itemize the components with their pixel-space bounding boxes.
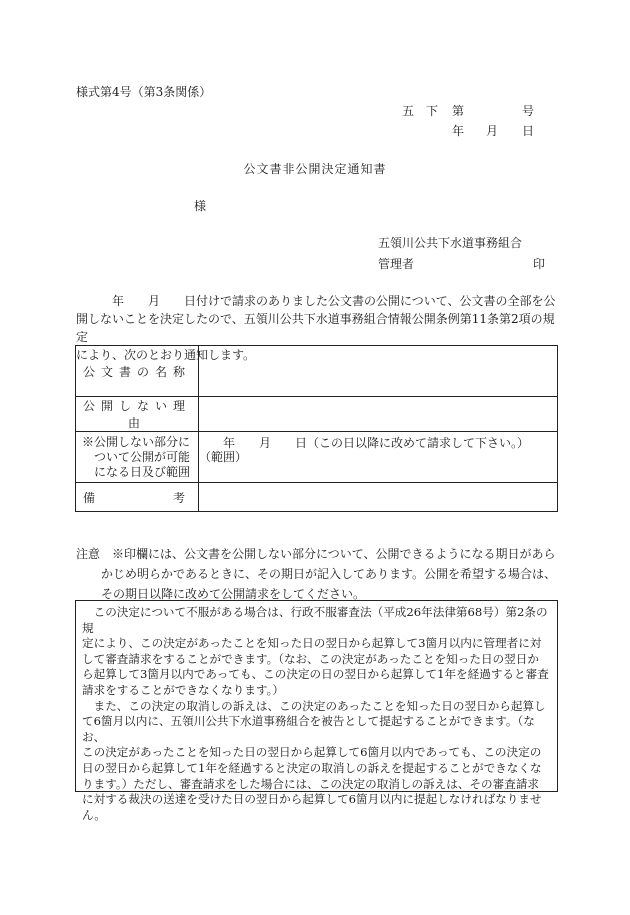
appeal-line: 日の翌日から起算して1年を経過すると決定の取消しの訴えを提起することができなくな bbox=[82, 760, 542, 775]
remarks-field[interactable] bbox=[199, 483, 558, 512]
date-year: 年 bbox=[452, 124, 465, 138]
appeal-line: 定により、この決定があったことを知った日の翌日から起算して3箇月以内に管理者に対 bbox=[82, 636, 542, 651]
label-line: ※公開しない部分に bbox=[82, 434, 191, 449]
appeal-line: て6箇月以内に、五領川公共下水道事務組合を被告として提起することができます。（なお、 bbox=[82, 714, 535, 744]
appeal-line: して審査請求をすることができます。（なお、この決定があったことを知った日の翌日か bbox=[82, 651, 539, 666]
doc-number-suffix: 号 bbox=[522, 104, 535, 118]
note-line: 注意 ※印欄には、公文書を公開しない部分について、公開できるようになる期日があら bbox=[76, 547, 556, 561]
label-line: になる日及び範囲 bbox=[82, 464, 191, 479]
disclosure-scope-text: （範囲） bbox=[199, 450, 248, 464]
appeal-notice-box bbox=[75, 600, 558, 822]
doc-name-label: 公文書の名称 bbox=[76, 346, 199, 397]
appeal-line: ら起算して3箇月以内であっても、この決定の日の翌日から起算して1年を経過すると審査 bbox=[82, 667, 549, 682]
table-row bbox=[76, 346, 558, 397]
table-row bbox=[76, 483, 558, 512]
form-number: 様式第4号（第3条関係） bbox=[76, 85, 212, 99]
addressee: 様 bbox=[194, 199, 207, 213]
appeal-line: に対する裁決の送達を受けた日の翌日から起算して6箇月以内に提起しなければなりませ bbox=[82, 792, 542, 807]
appeal-line: この決定があったことを知った日の翌日から起算して6箇月以内であっても、この決定の bbox=[82, 745, 542, 760]
page-title: 公文書非公開決定通知書 bbox=[243, 162, 387, 176]
body-line: により、次のとおり通知します。 bbox=[76, 348, 256, 362]
table-row bbox=[76, 397, 558, 432]
body-line: 開しないことを決定したので、五領川公共下水道事務組合情報公開条例第11条第2項の規定 bbox=[76, 312, 555, 344]
issuer-manager: 管理者 bbox=[378, 257, 415, 271]
body-line: 年 月 日付けで請求のありました公文書の公開について、公文書の全部を公 bbox=[76, 294, 556, 308]
note-line: その期日以降に改めて公開請求をしてください。 bbox=[101, 587, 366, 601]
table-row bbox=[76, 432, 558, 483]
disclosure-date-text: 年 月 日（この日以降に改めて請求して下さい。） bbox=[199, 436, 530, 450]
appeal-notice-text bbox=[82, 605, 553, 823]
appeal-line: ります。）ただし、審査請求をした場合には、この決定の取消しの訴えは、その審査請求 bbox=[82, 776, 540, 791]
date-month: 月 bbox=[486, 124, 499, 138]
doc-number-prefix: 五 bbox=[402, 104, 415, 118]
notes bbox=[76, 544, 560, 604]
disclosure-date-label bbox=[76, 432, 199, 483]
remarks-label: 備 考 bbox=[76, 483, 199, 512]
doc-number-mid: 下 bbox=[426, 104, 439, 118]
appeal-line: この決定について不服がある場合は、行政不服審査法（平成26年法律第68号）第2条の規 bbox=[82, 605, 548, 635]
appeal-line: ん。 bbox=[82, 807, 106, 822]
disclosure-date-field[interactable] bbox=[199, 432, 558, 483]
doc-number-third: 第 bbox=[452, 104, 465, 118]
date-day: 日 bbox=[522, 124, 535, 138]
reason-label: 公開しない理由 bbox=[76, 397, 199, 432]
issuer-org: 五領川公共下水道事務組合 bbox=[378, 236, 523, 250]
seal-mark: 印 bbox=[533, 257, 546, 271]
appeal-line: 請求をすることができなくなります。） bbox=[82, 682, 284, 697]
doc-name-field[interactable] bbox=[199, 346, 558, 397]
note-line: かじめ明らかであるときに、その期日が記入してあります。公開を希望する場合は、 bbox=[101, 567, 557, 581]
label-line: ついて公開が可能 bbox=[82, 449, 191, 464]
appeal-line: また、この決定の取消しの訴えは、この決定のあったことを知った日の翌日から起算し bbox=[82, 698, 546, 713]
info-table bbox=[75, 345, 558, 512]
reason-field[interactable] bbox=[199, 397, 558, 432]
